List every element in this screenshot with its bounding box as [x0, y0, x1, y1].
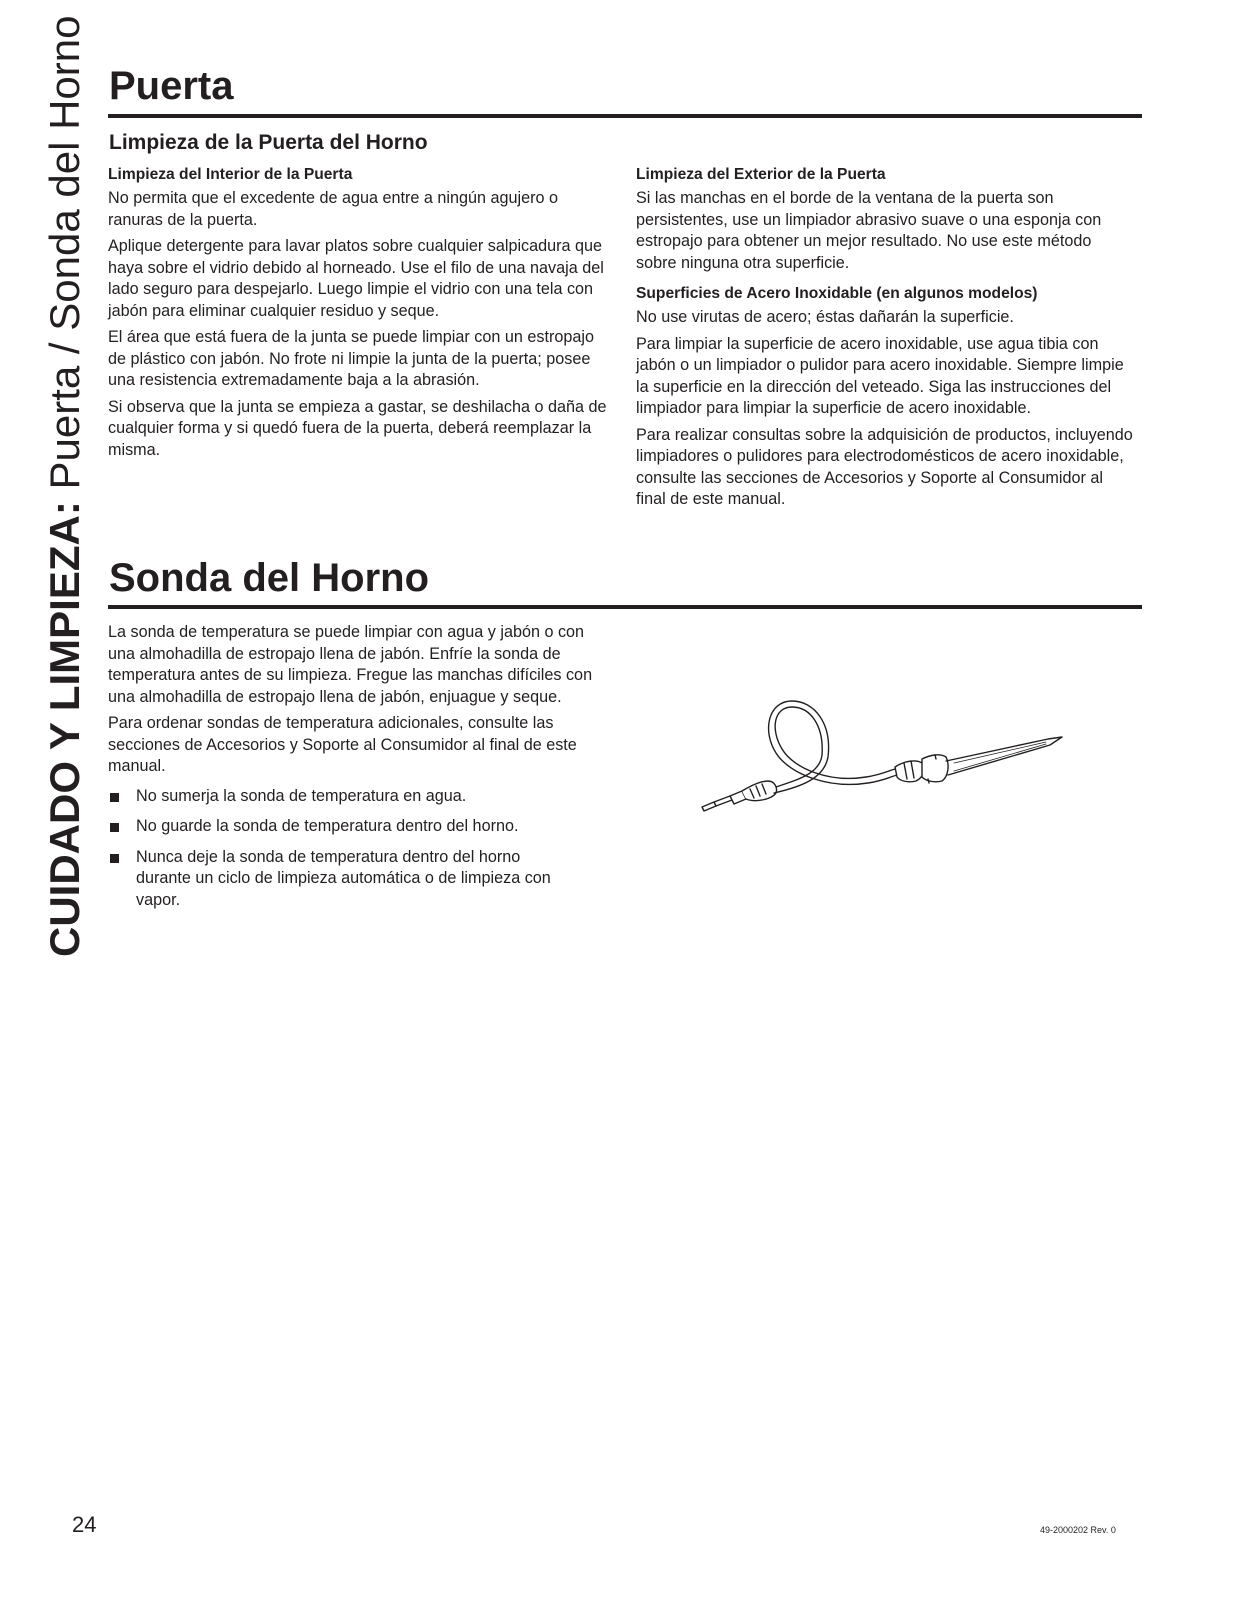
- probe-warning-text: Nunca deje la sonda de temperatura dentro del horno durante un ciclo de limpieza automática o de limpieza con vapor.: [136, 847, 551, 909]
- side-tab-topic: Puerta / Sonda del Horno: [41, 15, 88, 502]
- door-interior-column: [108, 164, 616, 466]
- stainless-paragraph: No use virutas de acero; éstas dañarán la superficie.: [636, 308, 1014, 326]
- document-code: 49-2000202 Rev. 0: [1040, 1525, 1116, 1535]
- door-section-subtitle: Limpieza de la Puerta del Horno: [109, 131, 428, 154]
- probe-text-column: [108, 622, 608, 920]
- probe-section-title: Sonda del Horno: [109, 556, 429, 600]
- interior-heading: Limpieza del Interior de la Puerta: [108, 166, 353, 183]
- side-tab: [0, 0, 100, 1000]
- interior-paragraph: Aplique detergente para lavar platos sobre cualquier salpicadura que haya sobre el vidrio debido al horneado. Use el filo de una navaja del lado seguro para despejarlo. Luego limpie el vidrio con una tela con jabón para eliminar cualquier residuo y seque.: [108, 237, 604, 320]
- temperature-probe-icon: [690, 695, 1070, 825]
- stainless-paragraph: Para limpiar la superficie de acero inoxidable, use agua tibia con jabón o un limpiador o pulidor para acero inoxidable. Siempre limpie la superficie en la dirección del veteado. Siga las instrucciones del limpiador para limpiar la superficie de acero inoxidable.: [636, 334, 1124, 417]
- bullet-square-icon: [110, 854, 119, 863]
- door-section-title: Puerta: [109, 64, 234, 108]
- probe-warning-text: No sumerja la sonda de temperatura en agua.: [136, 786, 467, 805]
- list-item: [108, 847, 608, 912]
- probe-paragraph: La sonda de temperatura se puede limpiar con agua y jabón o con una almohadilla de estropajo llena de jabón. Enfríe la sonda de temperatura antes de su limpieza. Fregue las manchas difíciles con una almohadilla de estropajo llena de jabón, enjuague y seque.: [108, 623, 593, 706]
- bullet-square-icon: [110, 793, 119, 802]
- stainless-paragraph: Para realizar consultas sobre la adquisición de productos, incluyendo limpiadores o pulidores para electrodomésticos de acero inoxidable, consulte las secciones de Accesorios y Soporte al Consumidor al final de este manual.: [636, 425, 1133, 508]
- bullet-square-icon: [110, 823, 119, 832]
- side-tab-category: CUIDADO Y LIMPIEZA:: [41, 501, 88, 957]
- interior-paragraph: No permita que el excedente de agua entre a ningún agujero o ranuras de la puerta.: [108, 189, 558, 229]
- interior-paragraph: Si observa que la junta se empieza a gastar, se deshilacha o daña de cualquier forma y si quedó fuera de la puerta, deberá reemplazar la misma.: [108, 397, 607, 459]
- list-item: [108, 816, 608, 838]
- side-tab-text: [41, 15, 88, 957]
- door-section-rule: [108, 114, 1142, 118]
- exterior-heading: Limpieza del Exterior de la Puerta: [636, 166, 886, 183]
- exterior-paragraph: Si las manchas en el borde de la ventana de la puerta son persistentes, use un limpiador abrasivo suave o una esponja con estropajo para obtener un mejor resultado. No use este método sobre ninguna otra superficie.: [636, 189, 1102, 272]
- interior-paragraph: El área que está fuera de la junta se puede limpiar con un estropajo de plástico con jabón. No frote ni limpie la junta de la puerta; posee una resistencia extremadamente baja a la abrasión.: [108, 328, 594, 389]
- stainless-heading: Superficies de Acero Inoxidable (en algunos modelos): [636, 285, 1038, 302]
- probe-section-rule: [108, 605, 1142, 609]
- page-number: 24: [72, 1512, 97, 1537]
- door-exterior-column: [636, 164, 1134, 516]
- probe-warning-text: No guarde la sonda de temperatura dentro del horno.: [136, 817, 519, 835]
- probe-warnings-list: [108, 786, 608, 912]
- probe-paragraph: Para ordenar sondas de temperatura adicionales, consulte las secciones de Accesorios y Soporte al Consumidor al final de este manual.: [108, 714, 577, 775]
- list-item: [108, 786, 608, 808]
